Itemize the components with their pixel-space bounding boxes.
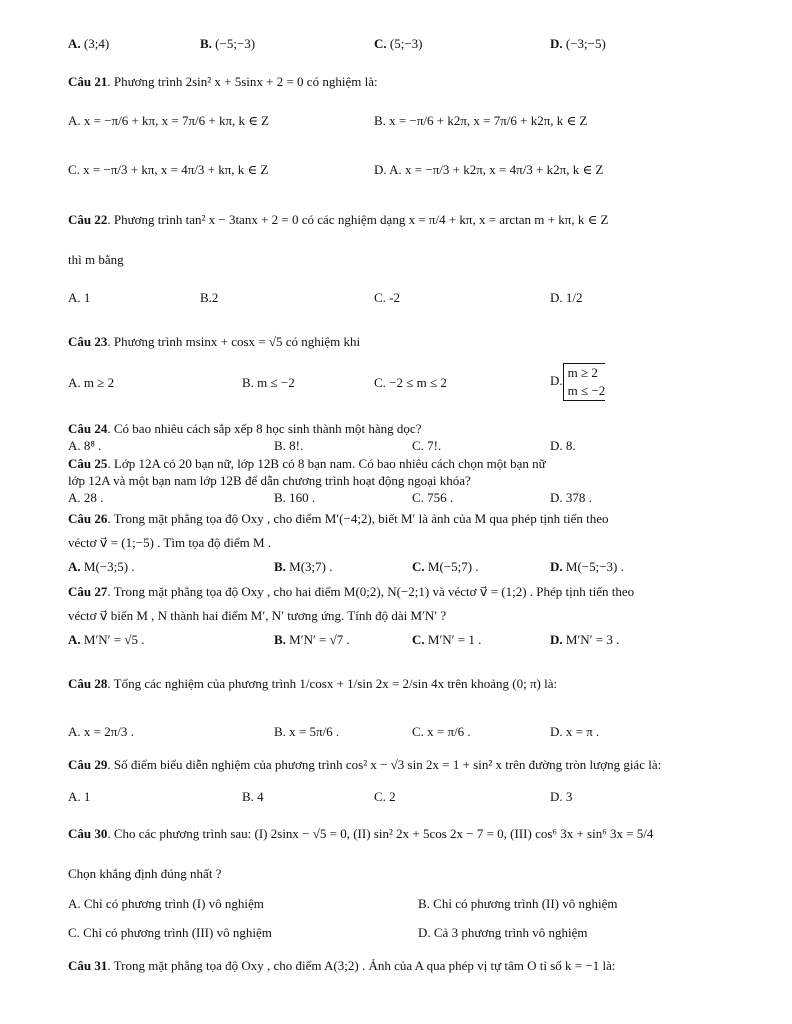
q23-option-a: A. m ≥ 2 — [68, 375, 115, 390]
q24-option-b: B. 8!. — [274, 438, 304, 453]
q28-option-c: C. x = π/6 . — [412, 724, 471, 739]
q20-option-d: D. (−3;−5) — [550, 36, 606, 51]
q26-stem: Câu 26. Trong mặt phẳng tọa độ Oxy , cho điểm M′(−4;2), biết M′ là ảnh của M qua phép tịnh tiến theo — [68, 511, 609, 526]
q22-stem-cont: thì m bằng — [68, 252, 124, 267]
q30-stem-cont: Chọn khẳng định đúng nhất ? — [68, 866, 222, 881]
q23-stem: Câu 23. Phương trình msinx + cosx = √5 có nghiệm khi — [68, 334, 361, 349]
q26-option-d: D. M(−5;−3) . — [550, 559, 624, 574]
q25-option-c: C. 756 . — [412, 490, 454, 505]
q25-option-d: D. 378 . — [550, 490, 592, 505]
q22-option-a: A. 1 — [68, 290, 91, 305]
q26-option-a: A. M(−3;5) . — [68, 559, 135, 574]
q21-option-c: C. x = −π/3 + kπ, x = 4π/3 + kπ, k ∈ Z — [68, 162, 269, 177]
q22-option-d: D. 1/2 — [550, 290, 583, 305]
q27-option-a: A. M′N′ = √5 . — [68, 632, 145, 647]
q28-option-b: B. x = 5π/6 . — [274, 724, 340, 739]
q22-option-c: C. -2 — [374, 290, 400, 305]
q30-option-a: A. Chỉ có phương trình (I) vô nghiệm — [68, 896, 264, 911]
q24-option-d: D. 8. — [550, 438, 576, 453]
q28-option-a: A. x = 2π/3 . — [68, 724, 134, 739]
q20-option-c: C. (5;−3) — [374, 36, 423, 51]
q26-option-b: B. M(3;7) . — [274, 559, 333, 574]
q25-option-b: B. 160 . — [274, 490, 316, 505]
q24-stem: Câu 24. Có bao nhiêu cách sắp xếp 8 học sinh thành một hàng dọc? — [68, 421, 422, 436]
q20-option-a: A. (3;4) — [68, 36, 110, 51]
q21-option-a: A. x = −π/6 + kπ, x = 7π/6 + kπ, k ∈ Z — [68, 113, 270, 128]
q29-stem: Câu 29. Số điểm biểu diễn nghiệm của phương trình cos² x − √3 sin 2x = 1 + sin² x trên đường tròn lượng giác là: — [68, 757, 662, 772]
q23-option-b: B. m ≤ −2 — [242, 375, 295, 390]
q23-option-d-system: m ≥ 2 m ≤ −2 — [563, 363, 606, 401]
q27-option-d: D. M′N′ = 3 . — [550, 632, 620, 647]
q27-option-b: B. M′N′ = √7 . — [274, 632, 350, 647]
q29-option-c: C. 2 — [374, 789, 396, 804]
q25-stem: Câu 25. Lớp 12A có 20 bạn nữ, lớp 12B có 8 bạn nam. Có bao nhiêu cách chọn một bạn nữ — [68, 456, 546, 471]
q29-option-b: B. 4 — [242, 789, 264, 804]
q22-option-b: B.2 — [200, 290, 219, 305]
q31-stem: Câu 31. Trong mặt phẳng tọa độ Oxy , cho điểm A(3;2) . Ảnh của A qua phép vị tự tâm O tỉ số k = −1 là: — [68, 958, 616, 973]
q24-option-a: A. 8⁸ . — [68, 438, 102, 453]
q24-option-c: C. 7!. — [412, 438, 442, 453]
q28-option-d: D. x = π . — [550, 724, 600, 739]
q21-stem: Câu 21. Phương trình 2sin² x + 5sinx + 2 = 0 có nghiệm là: — [68, 74, 378, 89]
q28-stem: Câu 28. Tổng các nghiệm của phương trình 1/cosx + 1/sin 2x = 2/sin 4x trên khoảng (0; π) là: — [68, 676, 558, 691]
q27-option-c: C. M′N′ = 1 . — [412, 632, 482, 647]
q30-option-c: C. Chỉ có phương trình (III) vô nghiệm — [68, 925, 272, 940]
q30-option-d: D. Cả 3 phương trình vô nghiệm — [418, 925, 588, 940]
q29-option-d: D. 3 — [550, 789, 573, 804]
q20-option-b: B. (−5;−3) — [200, 36, 256, 51]
q25-stem-cont: lớp 12A và một bạn nam lớp 12B để dẫn chương trình hoạt động ngoại khóa? — [68, 473, 471, 488]
q27-stem-cont: véctơ v⃗ biến M , N thành hai điểm M′, N′ tương ứng. Tính độ dài M′N′ ? — [68, 608, 447, 623]
q22-stem: Câu 22. Phương trình tan² x − 3tanx + 2 = 0 có các nghiệm dạng x = π/4 + kπ, x = arctan m + kπ, k ∈ Z — [68, 212, 609, 227]
q26-option-c: C. M(−5;7) . — [412, 559, 479, 574]
q27-stem: Câu 27. Trong mặt phẳng tọa độ Oxy , cho hai điểm M(0;2), N(−2;1) và véctơ v⃗ = (1;2) . Phép tịnh tiến theo — [68, 584, 635, 599]
q30-option-b: B. Chỉ có phương trình (II) vô nghiệm — [418, 896, 618, 911]
q21-option-b: B. x = −π/6 + k2π, x = 7π/6 + k2π, k ∈ Z — [374, 113, 588, 128]
q23-option-c: C. −2 ≤ m ≤ 2 — [374, 375, 447, 390]
q30-stem: Câu 30. Cho các phương trình sau: (I) 2sinx − √5 = 0, (II) sin² 2x + 5cos 2x − 7 = 0, (III) cos⁶ 3x + sin⁶ 3x = 5/4 — [68, 826, 654, 841]
q21-option-d: D. A. x = −π/3 + k2π, x = 4π/3 + k2π, k ∈ Z — [374, 162, 604, 177]
q29-option-a: A. 1 — [68, 789, 91, 804]
q23-option-d: D. m ≥ 2 m ≤ −2 — [550, 363, 605, 401]
q25-option-a: A. 28 . — [68, 490, 104, 505]
q26-stem-cont: véctơ v⃗ = (1;−5) . Tìm tọa độ điểm M . — [68, 535, 272, 550]
